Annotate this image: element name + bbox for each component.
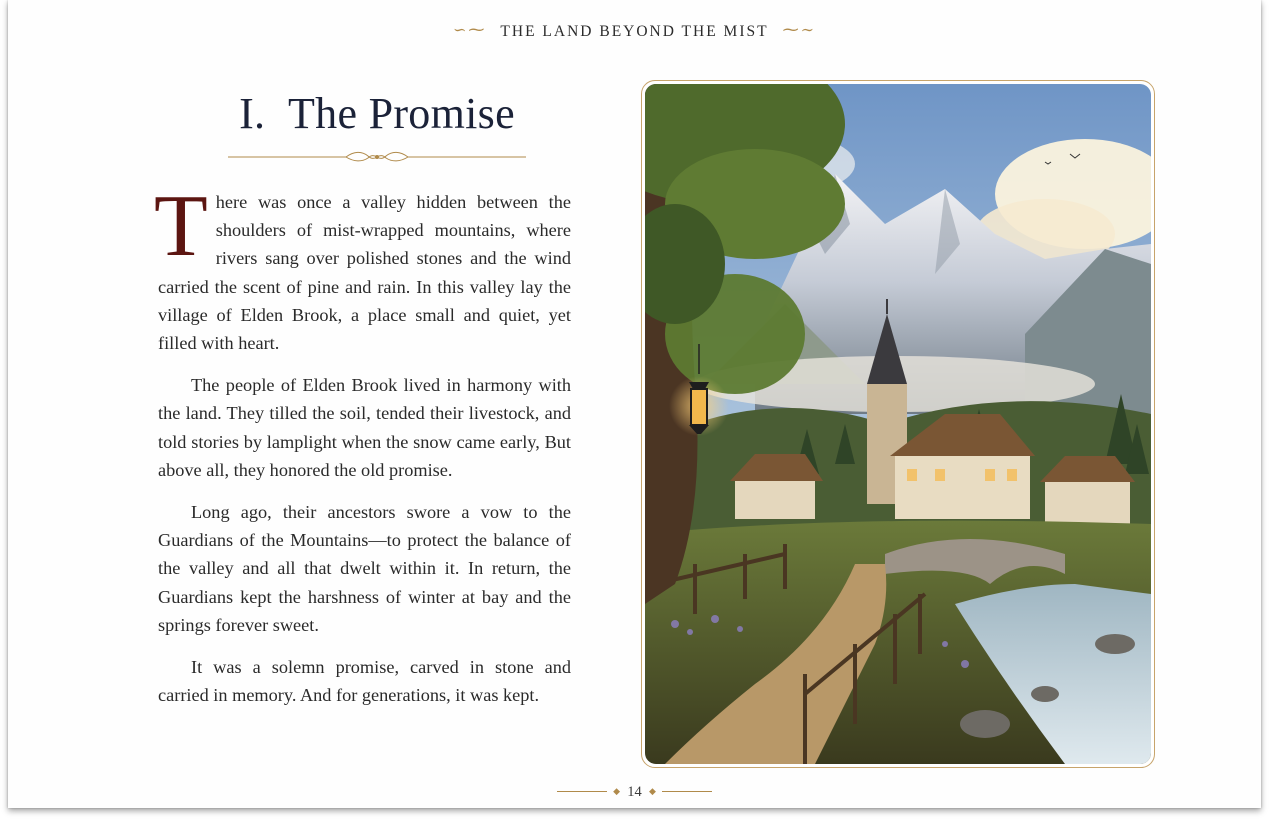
footer-rule-right xyxy=(662,791,712,792)
footer-dot-left-icon: ◆ xyxy=(613,786,620,796)
village-landscape-image xyxy=(645,84,1151,764)
book-page xyxy=(8,0,1261,808)
paragraph: The people of Elden Brook lived in harmony with the land. They tilled the soil, tended their livestock, and told stories by lamplight when the snow came early, But above all, they honored the old promise. xyxy=(158,375,571,480)
drop-cap: T xyxy=(154,178,208,275)
footer-dot-right-icon: ◆ xyxy=(649,786,656,796)
chapter-title xyxy=(158,88,596,139)
left-flourish-icon: ∽⁓ xyxy=(453,22,487,39)
paragraph: Long ago, their ancestors swore a vow to the Guardians of the Mountains—to protect the balance of the valley and all that dwelt within it. In return, the Guardians kept the harshness of winter at bay and the springs forever sweet. xyxy=(158,502,571,635)
paragraph xyxy=(154,178,571,357)
running-header xyxy=(8,20,1261,41)
village-illustration xyxy=(645,84,1151,764)
paragraph-text: here was once a valley hidden between the shoulders of mist-wrapped mountains, where rivers sang over polished stones and the wind carried the scent of pine and rain. In this valley lay the village of Elden Brook, a place small and quiet, yet filled with heart. xyxy=(158,192,571,354)
ornamental-divider-icon xyxy=(228,150,526,164)
running-title: THE LAND BEYOND THE MIST xyxy=(500,23,769,40)
illustration-frame xyxy=(641,80,1155,768)
chapter-body xyxy=(154,178,571,723)
footer-rule-left xyxy=(557,791,607,792)
chapter-name: The Promise xyxy=(287,89,515,138)
page-number: 14 xyxy=(627,784,642,800)
chapter-numeral: I. xyxy=(239,89,266,138)
right-flourish-icon: ⁓∼ xyxy=(782,22,816,39)
page-footer xyxy=(8,784,1261,801)
paragraph: It was a solemn promise, carved in stone and carried in memory. And for generations, it was kept. xyxy=(158,657,571,706)
